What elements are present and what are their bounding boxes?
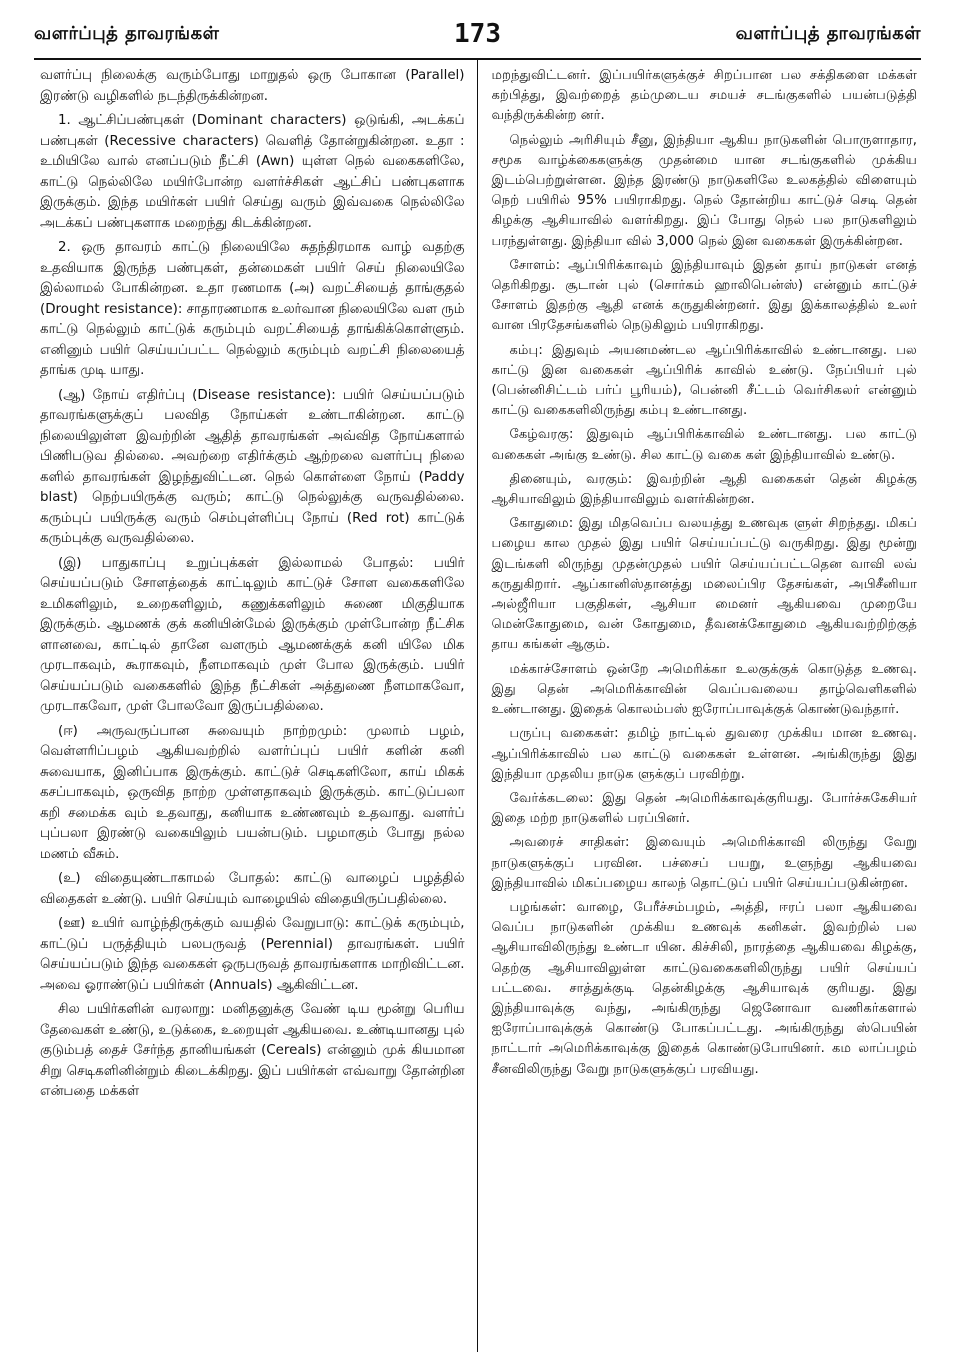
paragraph: (ஆ) நோய் எதிர்ப்பு (Disease resistance): பயிர் செய்யப்படும் தாவரங்களுக்குப் பலவித நோய்கள் உண்டாகின்றன. காட்டு நிலையிலுள்ள இவற்றின் ஆதித் தாவரங்கள் அவ்வித நோய்களால் பிணிபடுவ தில்லை. அவற்றை எதிர்க்கும் ஆற்றலை வளர்ப்பு நிலை களில் தாவரங்கள் இழந்துவிட்டன. நெல் கொள்ளை நோய் (Paddy blast) நெற்பயிருக்கு வரும்; காட்டு நெல்லுக்கு வருவதில்லை. கரும்புப் பயிருக்கு வரும் செம்புள்ளிப்பு நோய் (Red rot) காட்டுக் கரும்புக்கு வருவதில்லை. (40, 387, 465, 546)
paragraph: நெல்லும் அரிசியும் சீனு, இந்தியா ஆகிய நாடுகளின் பொருளாதார, சமூக வாழ்க்கைகளுக்கு முதன்மை யான சடங்குகளில் முக்கிய இடம்பெற்றுள்ளன. இந்த இரண்டு நாடுகளிலே உலகத்தில் விளையும் நெற் பயிரில் 95% பயிராகிறது. நெல் தோன்றிய காட்டுச் செடி தென் கிழக்கு ஆசியாவில் வளர்கிறது. இப் போது நெல் பல நாடுகளிலும் பரந்துள்ளது. இந்தியா வில் 3,000 நெல் இன வகைகள் இருக்கின்றன. (491, 132, 917, 249)
paragraph: (உ) விதையுண்டாகாமல் போதல்: காட்டு வாழைப் பழத்தில் விதைகள் உண்டு. பயிர் செய்யும் வாழையில் விதையிருப்பதில்லை. (40, 871, 465, 907)
paragraph: பழங்கள்: வாழை, பேரீச்சம்பழம், அத்தி, ஈரப் பலா ஆகியவை வெப்ப நாடுகளின் முக்கிய உணவுக் கனிகள். இவற்றில் பல ஆசியாவிலிருந்து உண்டா யின. கிச்சிலி, நாரத்தை ஆகியவை கிழக்கு, தெற்கு ஆசியாவிலுள்ள காட்டுவகைகளிலிருந்து பயிர் செய்யப் பட்டவை. சாத்துக்குடி தென்கிழக்கு ஆசியாவுக் குரியது. இது இந்தியாவுக்கு வந்து, அங்கிருந்து ஜெனோவா வணிகர்களால் ஐரோப்பாவுக்குக் கொண்டு போகப்பட்டது. அங்கிருந்து ஸ்பெயின் நாட்டார் அமெரிக்காவுக்கு இதைக் கொண்டுபோயினர். கம லாப்பழம் சீனவிலிருந்து வேறு நாடுகளுக்குப் பரவியது. (491, 899, 917, 1077)
paragraph: வளர்ப்பு நிலைக்கு வரும்போது மாறுதல் ஒரு போகான (Parallel) இரண்டு வழிகளில் நடந்திருக்கின்றன. (40, 68, 465, 104)
paragraph: தினையும், வரகும்: இவற்றின் ஆதி வகைகள் தென் கிழக்கு ஆசியாவிலும் இந்தியாவிலும் வளர்கின்றன. (491, 471, 917, 508)
paragraph: (ஈ) அருவருப்பான சுவையும் நாற்றமும்: முலாம் பழம், வெள்ளரிப்பழம் ஆகியவற்றில் வளர்ப்புப் பயிர் களின் கனி சுவையாக, இனிப்பாக இருக்கும். காட்டுச் செடிகளிலோ, காய் மிகக் கசப்பாகவும், ஒருவித நாற்ற முள்ளதாகவும் இருக்கும். காட்டுப்பலா கறி சமைக்க வும் உதவாது, கனியாக உண்ணவும் உதவாது. வளர்ப் புப்பலா இரண்டு வகையிலும் பயன்படும். பழமாகும் போது நல்ல மணம் வீசும். (40, 723, 465, 862)
text-columns (34, 60, 921, 1352)
paragraph: சோளம்: ஆப்பிரிக்காவும் இந்தியாவும் இதன் தாய் நாடுகள் எனத் தெரிகிறது. சூடான் புல் (சொர்கம் ஹாலிபென்ஸ்) என்னும் காட்டுச் சோளம் இதற்கு ஆதி எனக் கருதுகின்றனர். இது இக்காலத்தில் உலர் வான பிரதேசங்களில் நெடுகிலும் பயிராகிறது. (491, 257, 917, 334)
paragraph: அவரைச் சாதிகள்: இவையும் அமெரிக்காவி லிருந்து வேறு நாடுகளுக்குப் பரவின. பச்சைப் பயறு, உளுந்து ஆகியவை இந்தியாவில் மிகப்பழைய காலந் தொட்டுப் பயிர் செய்யப்படுகின்றன. (491, 835, 917, 891)
left-column (34, 60, 478, 1352)
paragraph: (இ) பாதுகாப்பு உறுப்புக்கள் இல்லாமல் போதல்: பயிர் செய்யப்படும் சோளத்தைக் காட்டிலும் காட்டுச் சோள வகைகளிலே உமிகளிலும், உறைகளிலும், கணுக்களிலும் சுணை மிகுதியாக இருக்கும். ஆமணக் குக் கனியின்மேல் இருக்கும் முள்போன்ற நீட்சிக ளானவை, காட்டில் தானே வளரும் ஆமணக்குக் கனி யிலே மிக முரடாகவும், கூராகவும், நீளமாகவும் முள் போல இருக்கும். பயிர் செய்யப்படும் வகைகளில் இந்த நீட்சிகள் அத்துணை நீளமாகவோ, முரடாகவோ, முள் போலவோ இருப்பதில்லை. (40, 555, 465, 714)
paragraph: பருப்பு வகைகள்: தமிழ் நாட்டில் துவரை முக்கிய மான உணவு. ஆப்பிரிக்காவில் பல காட்டு வகைகள் உள்ளன. அங்கிருந்து இது இந்தியா முதலிய நாடுக ளுக்குப் பரவிற்று. (491, 726, 917, 782)
paragraph: கம்பு: இதுவும் அயனமண்டல ஆப்பிரிக்காவில் உண்டானது. பல காட்டு இன வகைகள் ஆப்பிரிக் காவில் உண்டு. நேப்பியர் புல் (பென்னிசிட்டம் பர்ப் பூரியம்), பென்னி சீட்டம் வெர்சிகலர் என்னும் காட்டு வகைகளிலிருந்து கம்பு உண்டானது. (491, 342, 917, 419)
page-number: 173 (454, 19, 501, 49)
running-title-right: வளர்ப்புத் தாவரங்கள் (735, 22, 921, 44)
page-header (34, 14, 921, 54)
running-title-left: வளர்ப்புத் தாவரங்கள் (34, 22, 220, 44)
paragraph: கேழ்வரகு: இதுவும் ஆப்பிரிக்காவில் உண்டானது. பல காட்டு வகைகள் அங்கு உண்டு. சில காட்டு வகை கள் இந்தியாவில் உண்டு. (491, 427, 917, 463)
paragraph: மக்காச்சோளம் ஒன்றே அமெரிக்கா உலகுக்குக் கொடுத்த உணவு. இது தென் அமெரிக்காவின் வெப்பவலைய தாழ்வெளிகளில் உண்டானது. இதைக் கொலம்பஸ் ஐரோப்பாவுக்குக் கொண்டுவந்தார். (491, 661, 917, 718)
paragraph: 1. ஆட்சிப்பண்புகள் (Dominant characters) ஒடுங்கி, அடக்கப் பண்புகள் (Recessive characters) வெளித் தோன்றுகின்றன. உதா : உமியிலே வால் எனப்படும் நீட்சி (Awn) யுள்ள நெல் வகைகளிலே, காட்டு நெல்லிலே மயிர்போன்ற வளர்ச்சிகள் ஆட்சிப் பண்புகளாக இருக்கும். இந்த மயிர்கள் பயிர் செய்து வரும் இவ்வகை நெல்லிலே அடக்கப் பண்புகளாக மறைந்து கிடக்கின்றன. (40, 113, 465, 231)
paragraph: கோதுமை: இது மிதவெப்ப வலயத்து உணவுக ளுள் சிறந்தது. மிகப் பழைய கால முதல் இது பயிர் செய்யப்பட்டு வருகிறது. இது மூன்று இடங்களி லிருந்து முதன்முதல் பயிர் செய்யப்பட்டதென வாவி லவ் கருதுகிறார். ஆப்கானிஸ்தானத்து மலைப்பிர தேசங்கள், அபிசீனியா அல்ஜீரியா பகுதிகள், ஆசியா மைனர் ஆகியவை முறையே மென்கோதுமை, வன் கோதுமை, தீவனக்கோதுமை ஆகியவற்றிற்குத் தாய கங்கள் ஆகும். (491, 516, 917, 653)
paragraph: சில பயிர்களின் வரலாறு: மனிதனுக்கு வேண் டிய மூன்று பெரிய தேவைகள் உண்டு, உடுக்கை, உறையுள் ஆகியவை. உண்டியானது புல் குடும்பத் தைச் சேர்ந்த தானியங்கள் (Cereals) என்னும் முக் கியமான சிறு செடிகளினின்றும் கிடைக்கிறது. இப் பயிர்கள் எவ்வாறு தோன்றின என்பதை மக்கள் (40, 1002, 465, 1099)
paragraph: மறந்துவிட்டனர். இப்பயிர்களுக்குச் சிறப்பான பல சக்திகளை மக்கள் கற்பித்து, இவற்றைத் தம்முடைய சமயச் சடங்குகளில் பயன்படுத்தி வந்திருக்கின்ற னர். (491, 68, 917, 124)
paragraph: வேர்க்கடலை: இது தென் அமெரிக்காவுக்குரியது. போர்ச்சுகேசியர் இதை மற்ற நாடுகளில் பரப்பினர். (491, 790, 917, 827)
right-column (478, 60, 922, 1352)
paragraph: 2. ஒரு தாவரம் காட்டு நிலையிலே சுதந்திரமாக வாழ் வதற்கு உதவியாக இருந்த பண்புகள், தன்மைகள் பயிர் செய் நிலையிலே இல்லாமல் போகின்றன. உதா ரணமாக (அ) வறட்சியைத் தாங்குதல் (Drought resistance): சாதாரணமாக உலர்வான நிலையிலே வள ரும் காட்டு நெல்லும் காட்டுக் கரும்பும் வறட்சியைத் தாங்கிக்கொள்ளும். எனினும் பயிர் செய்யப்பட்ட நெல்லும் கரும்பும் வறட்சி நிலையைத் தாங்க முடி யாது. (40, 240, 465, 378)
paragraph: (ஊ) உயிர் வாழ்ந்திருக்கும் வயதில் வேறுபாடு: காட்டுக் கரும்பும், காட்டுப் பருத்தியும் பலபருவத் (Perennial) தாவரங்கள். பயிர் செய்யப்படும் இந்த வகைகள் ஒருபருவத் தாவரங்களாக மாறிவிட்டன. அவை ஓராண்டுப் பயிர்கள் (Annuals) ஆகிவிட்டன. (40, 916, 465, 993)
